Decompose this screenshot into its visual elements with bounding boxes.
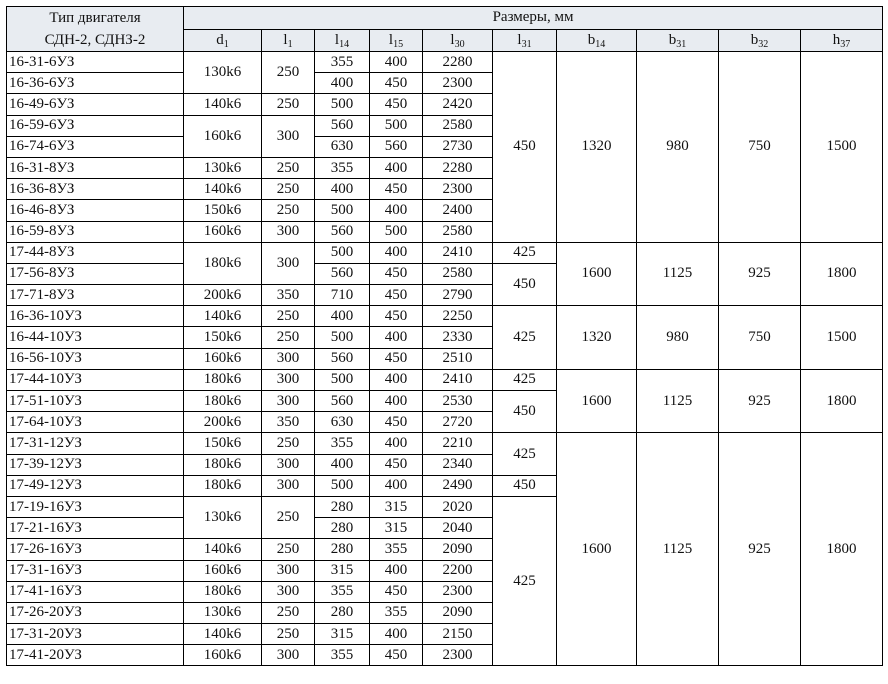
cell-motor-type: 16-59-6УЗ <box>7 115 184 136</box>
motor-dimensions-table <box>6 6 883 666</box>
cell-l15: 400 <box>370 200 423 221</box>
cell-l1: 300 <box>262 348 315 369</box>
cell-l15: 450 <box>370 94 423 115</box>
cell-l30: 2040 <box>423 518 493 539</box>
motor-type-header-line1: Тип двигателя <box>49 10 141 26</box>
cell-motor-type: 17-51-10УЗ <box>7 391 184 412</box>
cell-l15: 400 <box>370 242 423 263</box>
cell-motor-type: 17-19-16УЗ <box>7 496 184 517</box>
column-header-subscript: 31 <box>521 38 532 50</box>
cell-h37: 1800 <box>801 369 883 433</box>
cell-d1: 130k6 <box>184 496 262 538</box>
cell-l15: 400 <box>370 624 423 645</box>
cell-b14: 1320 <box>557 52 637 243</box>
cell-b14: 1600 <box>557 242 637 306</box>
cell-motor-type: 17-39-12УЗ <box>7 454 184 475</box>
cell-l30: 2300 <box>423 645 493 666</box>
cell-l14: 630 <box>315 412 370 433</box>
dimensions-group-header: Размеры, мм <box>184 7 883 30</box>
cell-l1: 250 <box>262 94 315 115</box>
column-header-d1 <box>184 29 262 52</box>
cell-motor-type: 16-49-6УЗ <box>7 94 184 115</box>
cell-l30: 2280 <box>423 157 493 178</box>
cell-l1: 250 <box>262 496 315 538</box>
cell-d1: 140k6 <box>184 624 262 645</box>
cell-l14: 630 <box>315 136 370 157</box>
cell-d1: 150k6 <box>184 327 262 348</box>
cell-l15: 450 <box>370 412 423 433</box>
cell-l1: 250 <box>262 539 315 560</box>
column-header-l14 <box>315 29 370 52</box>
cell-l14: 560 <box>315 391 370 412</box>
cell-l14: 710 <box>315 285 370 306</box>
cell-motor-type: 17-64-10УЗ <box>7 412 184 433</box>
table-row <box>7 52 883 73</box>
cell-motor-type: 17-44-8УЗ <box>7 242 184 263</box>
cell-d1: 200k6 <box>184 285 262 306</box>
cell-l14: 500 <box>315 475 370 496</box>
cell-motor-type: 17-31-20УЗ <box>7 624 184 645</box>
table-row <box>7 242 883 263</box>
cell-d1: 140k6 <box>184 179 262 200</box>
cell-d1: 200k6 <box>184 412 262 433</box>
column-header-base: l <box>517 31 522 48</box>
cell-l1: 300 <box>262 115 315 157</box>
cell-b14: 1600 <box>557 433 637 666</box>
table-row <box>7 369 883 390</box>
cell-b32: 925 <box>719 242 801 306</box>
cell-motor-type: 17-21-16УЗ <box>7 518 184 539</box>
column-header-base: b <box>750 31 759 48</box>
cell-l1: 300 <box>262 454 315 475</box>
cell-d1: 150k6 <box>184 433 262 454</box>
cell-d1: 160k6 <box>184 645 262 666</box>
cell-d1: 160k6 <box>184 560 262 581</box>
cell-motor-type: 17-31-12УЗ <box>7 433 184 454</box>
cell-d1: 180k6 <box>184 242 262 284</box>
cell-l1: 300 <box>262 560 315 581</box>
cell-b31: 1125 <box>637 369 719 433</box>
column-header-l30 <box>423 29 493 52</box>
cell-l15: 560 <box>370 136 423 157</box>
cell-l15: 400 <box>370 391 423 412</box>
cell-l15: 450 <box>370 645 423 666</box>
cell-l30: 2300 <box>423 179 493 200</box>
cell-l30: 2020 <box>423 496 493 517</box>
cell-l30: 2200 <box>423 560 493 581</box>
cell-b32: 750 <box>719 306 801 370</box>
cell-l30: 2090 <box>423 602 493 623</box>
cell-d1: 180k6 <box>184 475 262 496</box>
cell-l1: 300 <box>262 581 315 602</box>
column-header-base: b <box>668 31 677 48</box>
cell-l1: 250 <box>262 306 315 327</box>
table-row <box>7 433 883 454</box>
cell-l14: 400 <box>315 454 370 475</box>
cell-d1: 130k6 <box>184 52 262 94</box>
column-header-subscript: 30 <box>454 38 465 50</box>
cell-h37: 1500 <box>801 52 883 243</box>
cell-d1: 160k6 <box>184 221 262 242</box>
cell-b32: 925 <box>719 433 801 666</box>
cell-l1: 300 <box>262 369 315 390</box>
cell-l14: 280 <box>315 602 370 623</box>
cell-l31: 450 <box>493 475 557 496</box>
cell-l14: 355 <box>315 645 370 666</box>
column-header-subscript: 32 <box>758 38 769 50</box>
column-header-base: l <box>334 31 340 48</box>
cell-l30: 2580 <box>423 115 493 136</box>
cell-motor-type: 17-56-8УЗ <box>7 263 184 284</box>
cell-l14: 560 <box>315 221 370 242</box>
cell-l14: 500 <box>315 242 370 263</box>
cell-l30: 2580 <box>423 263 493 284</box>
cell-l14: 355 <box>315 157 370 178</box>
cell-l15: 450 <box>370 179 423 200</box>
cell-b32: 925 <box>719 369 801 433</box>
cell-d1: 180k6 <box>184 369 262 390</box>
cell-l30: 2090 <box>423 539 493 560</box>
cell-l30: 2340 <box>423 454 493 475</box>
cell-l15: 450 <box>370 285 423 306</box>
cell-l30: 2580 <box>423 221 493 242</box>
cell-l1: 300 <box>262 221 315 242</box>
cell-l30: 2250 <box>423 306 493 327</box>
cell-l14: 560 <box>315 115 370 136</box>
cell-l1: 250 <box>262 179 315 200</box>
column-header-base: b <box>587 31 596 48</box>
cell-d1: 180k6 <box>184 581 262 602</box>
cell-motor-type: 17-41-16УЗ <box>7 581 184 602</box>
cell-l14: 400 <box>315 306 370 327</box>
cell-l14: 280 <box>315 539 370 560</box>
cell-b14: 1320 <box>557 306 637 370</box>
column-header-base: l <box>388 31 394 48</box>
cell-l15: 400 <box>370 369 423 390</box>
cell-l14: 560 <box>315 263 370 284</box>
cell-l15: 355 <box>370 539 423 560</box>
cell-l15: 450 <box>370 263 423 284</box>
table-row <box>7 306 883 327</box>
column-header-subscript: 1 <box>287 38 293 50</box>
cell-motor-type: 16-59-8УЗ <box>7 221 184 242</box>
cell-l15: 450 <box>370 348 423 369</box>
header-row-group <box>7 7 883 30</box>
cell-motor-type: 17-26-16УЗ <box>7 539 184 560</box>
cell-l1: 250 <box>262 624 315 645</box>
cell-motor-type: 16-36-8УЗ <box>7 179 184 200</box>
column-header-base: l <box>450 31 455 48</box>
cell-l15: 315 <box>370 518 423 539</box>
cell-l31: 425 <box>493 306 557 370</box>
motor-type-header-line2: СДН-2, СДНЗ-2 <box>44 32 146 48</box>
cell-l14: 280 <box>315 496 370 517</box>
cell-d1: 150k6 <box>184 200 262 221</box>
cell-motor-type: 17-41-20УЗ <box>7 645 184 666</box>
cell-l31: 425 <box>493 433 557 475</box>
cell-b31: 980 <box>637 306 719 370</box>
cell-l30: 2420 <box>423 94 493 115</box>
cell-l15: 450 <box>370 454 423 475</box>
cell-l30: 2490 <box>423 475 493 496</box>
column-header-base: h <box>832 31 841 48</box>
column-header-b14 <box>557 29 637 52</box>
cell-l31: 450 <box>493 263 557 305</box>
cell-l30: 2530 <box>423 391 493 412</box>
cell-l15: 400 <box>370 327 423 348</box>
cell-l15: 500 <box>370 221 423 242</box>
cell-l30: 2400 <box>423 200 493 221</box>
cell-l30: 2410 <box>423 369 493 390</box>
cell-d1: 180k6 <box>184 391 262 412</box>
cell-motor-type: 17-71-8УЗ <box>7 285 184 306</box>
cell-l30: 2730 <box>423 136 493 157</box>
cell-l15: 355 <box>370 602 423 623</box>
cell-motor-type: 17-31-16УЗ <box>7 560 184 581</box>
cell-l1: 300 <box>262 475 315 496</box>
dimensions-table-container <box>6 6 883 666</box>
cell-l14: 500 <box>315 94 370 115</box>
cell-b14: 1600 <box>557 369 637 433</box>
column-header-subscript: 14 <box>339 38 350 50</box>
column-header-subscript: 37 <box>840 38 851 50</box>
cell-l30: 2300 <box>423 581 493 602</box>
column-header-l1 <box>262 29 315 52</box>
cell-d1: 140k6 <box>184 539 262 560</box>
cell-l1: 250 <box>262 602 315 623</box>
cell-motor-type: 17-49-12УЗ <box>7 475 184 496</box>
cell-l1: 300 <box>262 242 315 284</box>
cell-l1: 250 <box>262 200 315 221</box>
cell-l15: 400 <box>370 157 423 178</box>
cell-l14: 500 <box>315 200 370 221</box>
cell-l14: 400 <box>315 73 370 94</box>
cell-motor-type: 16-46-8УЗ <box>7 200 184 221</box>
cell-l31: 450 <box>493 52 557 243</box>
cell-l15: 500 <box>370 115 423 136</box>
cell-l14: 400 <box>315 179 370 200</box>
cell-l14: 500 <box>315 369 370 390</box>
column-header-subscript: 31 <box>676 38 687 50</box>
cell-l1: 250 <box>262 327 315 348</box>
cell-d1: 140k6 <box>184 306 262 327</box>
cell-l15: 400 <box>370 433 423 454</box>
column-header-subscript: 14 <box>595 38 606 50</box>
cell-l30: 2150 <box>423 624 493 645</box>
cell-l1: 300 <box>262 645 315 666</box>
cell-motor-type: 17-26-20УЗ <box>7 602 184 623</box>
cell-l1: 300 <box>262 391 315 412</box>
cell-l31: 425 <box>493 242 557 263</box>
cell-h37: 1800 <box>801 242 883 306</box>
cell-l30: 2410 <box>423 242 493 263</box>
cell-l30: 2300 <box>423 73 493 94</box>
cell-d1: 160k6 <box>184 348 262 369</box>
column-header-subscript: 15 <box>393 38 404 50</box>
cell-l14: 315 <box>315 560 370 581</box>
cell-l15: 315 <box>370 496 423 517</box>
cell-l14: 315 <box>315 624 370 645</box>
column-header-h37 <box>801 29 883 52</box>
cell-d1: 130k6 <box>184 157 262 178</box>
column-header-subscript: 1 <box>223 38 229 50</box>
cell-l15: 400 <box>370 475 423 496</box>
cell-d1: 130k6 <box>184 602 262 623</box>
cell-motor-type: 16-44-10УЗ <box>7 327 184 348</box>
cell-l30: 2510 <box>423 348 493 369</box>
column-header-l15 <box>370 29 423 52</box>
cell-motor-type: 16-36-10УЗ <box>7 306 184 327</box>
cell-l30: 2790 <box>423 285 493 306</box>
cell-l14: 500 <box>315 327 370 348</box>
cell-l1: 350 <box>262 412 315 433</box>
table-body <box>7 52 883 666</box>
cell-l31: 425 <box>493 369 557 390</box>
cell-l15: 450 <box>370 306 423 327</box>
cell-d1: 180k6 <box>184 454 262 475</box>
column-header-l31 <box>493 29 557 52</box>
cell-motor-type: 16-74-6УЗ <box>7 136 184 157</box>
cell-l14: 355 <box>315 433 370 454</box>
cell-l14: 355 <box>315 52 370 73</box>
column-header-base: d <box>216 31 224 48</box>
cell-l30: 2330 <box>423 327 493 348</box>
cell-l30: 2280 <box>423 52 493 73</box>
cell-l31: 425 <box>493 496 557 666</box>
motor-type-header <box>7 7 184 52</box>
cell-l15: 400 <box>370 52 423 73</box>
cell-b32: 750 <box>719 52 801 243</box>
cell-motor-type: 16-31-6УЗ <box>7 52 184 73</box>
cell-h37: 1500 <box>801 306 883 370</box>
cell-d1: 160k6 <box>184 115 262 157</box>
cell-l14: 560 <box>315 348 370 369</box>
cell-motor-type: 16-36-6УЗ <box>7 73 184 94</box>
cell-l31: 450 <box>493 391 557 433</box>
cell-l30: 2720 <box>423 412 493 433</box>
cell-b31: 1125 <box>637 433 719 666</box>
cell-h37: 1800 <box>801 433 883 666</box>
column-header-base: l <box>283 31 288 48</box>
column-header-b31 <box>637 29 719 52</box>
cell-l15: 450 <box>370 73 423 94</box>
cell-motor-type: 16-31-8УЗ <box>7 157 184 178</box>
cell-b31: 980 <box>637 52 719 243</box>
cell-l15: 450 <box>370 581 423 602</box>
cell-b31: 1125 <box>637 242 719 306</box>
cell-motor-type: 16-56-10УЗ <box>7 348 184 369</box>
column-header-b32 <box>719 29 801 52</box>
cell-motor-type: 17-44-10УЗ <box>7 369 184 390</box>
cell-l1: 250 <box>262 433 315 454</box>
cell-l1: 350 <box>262 285 315 306</box>
cell-l14: 280 <box>315 518 370 539</box>
table-header <box>7 7 883 52</box>
cell-l1: 250 <box>262 52 315 94</box>
cell-d1: 140k6 <box>184 94 262 115</box>
cell-l14: 355 <box>315 581 370 602</box>
cell-l15: 400 <box>370 560 423 581</box>
cell-l30: 2210 <box>423 433 493 454</box>
cell-l1: 250 <box>262 157 315 178</box>
